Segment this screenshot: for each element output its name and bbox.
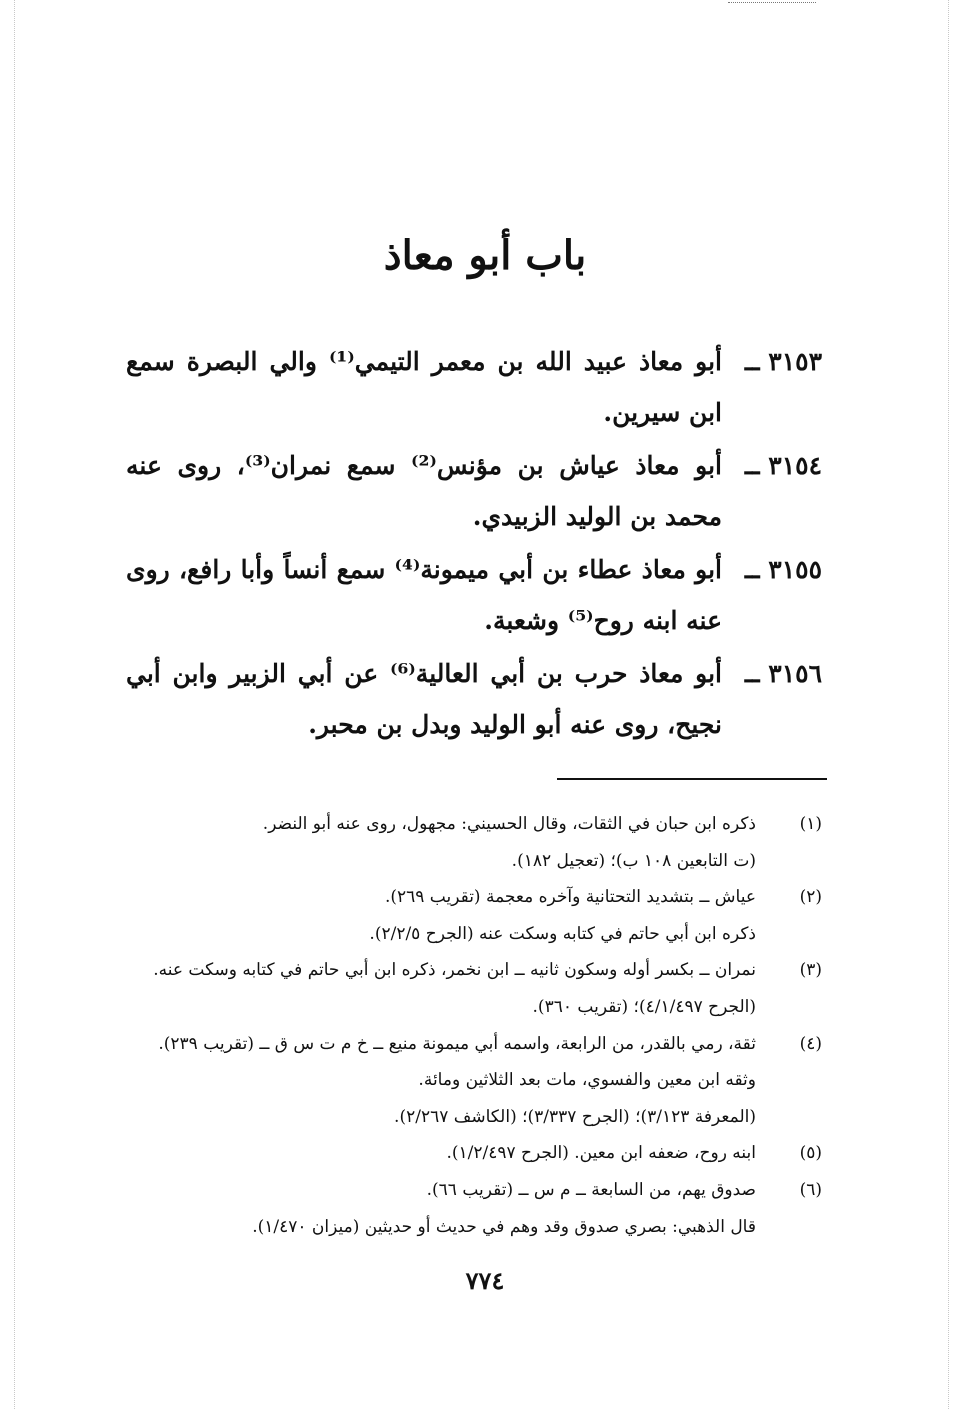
footnote-number: (٦) (799, 1179, 822, 1200)
footnote-line: نمران ــ بكسر أوله وسكون ثانيه ــ ابن نخمر، ذكره ابن أبي حاتم في كتابه وسكت عنه. (153, 960, 756, 981)
entry-text: أبو معاذ عياش بن مؤنس⁽²⁾ سمع نمران⁽³⁾، روى عنه محمد بن الوليد الزبيدي. (126, 451, 722, 531)
entry-3153 (126, 336, 822, 438)
entry-text: أبو معاذ عبيد الله بن معمر التيمي⁽¹⁾ والي البصرة سمع ابن سيرين. (126, 347, 723, 427)
scan-edge-left (14, 0, 16, 1409)
footnote-line: ذكره ابن حبان في الثقات، وقال الحسيني: مجهول، روى عنه أبو النضر. (262, 814, 756, 834)
scan-edge-right (948, 0, 950, 1409)
footnote-6 (126, 1172, 822, 1245)
entry-3154 (126, 440, 822, 542)
footnote-1 (126, 806, 822, 879)
footnote-line: عياش ــ بتشديد التحتانية وآخره معجمة (تقريب ٢٦٩). (384, 887, 756, 908)
entry-number: ٣١٥٥ ــ (744, 555, 822, 584)
footnote-5 (126, 1135, 822, 1172)
entry-number: ٣١٥٣ ــ (744, 347, 822, 376)
footnote-number: (٢) (799, 887, 822, 908)
entry-text: أبو معاذ حرب بن أبي العالية⁽⁶⁾ عن أبي الزبير وابن أبي نجيح، روى عنه أبو الوليد وبدل بن محبر. (126, 659, 722, 739)
footnote-3 (126, 952, 822, 1025)
footnote-4 (126, 1026, 822, 1136)
scan-mark (728, 2, 816, 7)
chapter-title: باب أبو معاذ (383, 232, 587, 279)
footnote-2 (126, 879, 822, 952)
footnote-number: (١) (799, 814, 822, 834)
footnote-number: (٥) (799, 1143, 822, 1164)
footnote-line: قال الذهبي: بصري صدوق وقد وهم في حديث أو حديثين (ميزان ١/٤٧٠). (252, 1216, 756, 1237)
entry-number: ٣١٥٤ ــ (744, 451, 822, 480)
entry-3155 (126, 544, 822, 646)
page-number: ٧٧٤ (465, 1266, 505, 1295)
footnote-line: (المعرفة ٣/١٢٣)؛ (الجرح ٣/٣٣٧)؛ (الكاشف ٢/٢٦٧). (394, 1106, 756, 1127)
footnote-line: ذكره ابن أبي حاتم في كتابه وسكت عنه (الجرح ٢/٢/٥). (369, 923, 756, 944)
footnote-line: صدوق يهم، من السابعة ــ م س ــ (تقريب ٦٦). (426, 1179, 756, 1200)
entry-number: ٣١٥٦ ــ (744, 659, 822, 688)
entry-3156 (126, 648, 822, 750)
entry-text: أبو معاذ عطاء بن أبي ميمونة⁽⁴⁾ سمع أنساً وأبا رافع، روى عنه ابنه روح⁽⁵⁾ وشعبة. (126, 555, 722, 635)
footnote-separator (557, 778, 827, 780)
footnote-line: (الجرح ٤/١/٤٩٧)؛ (تقريب ٣٦٠). (532, 996, 756, 1017)
footnote-number: (٤) (799, 1033, 822, 1054)
entries-list (126, 336, 822, 752)
footnote-line: (ت التابعين ١٠٨ ب)؛ (تعجيل ١٨٢). (511, 850, 756, 871)
footnote-line: ابنه روح، ضعفه ابن معين. (الجرح ١/٢/٤٩٧). (446, 1143, 756, 1164)
footnote-line: ثقة، رمي بالقدر، من الرابعة، واسمه أبي ميمونة منيع ــ خ م ت س ق ــ (تقريب ٢٣٩). (158, 1033, 756, 1054)
footnotes (126, 806, 822, 1245)
footnote-line: وثقه ابن معين والفسوي، مات بعد الثلاثين ومائة. (418, 1070, 756, 1091)
footnote-number: (٣) (799, 960, 822, 981)
